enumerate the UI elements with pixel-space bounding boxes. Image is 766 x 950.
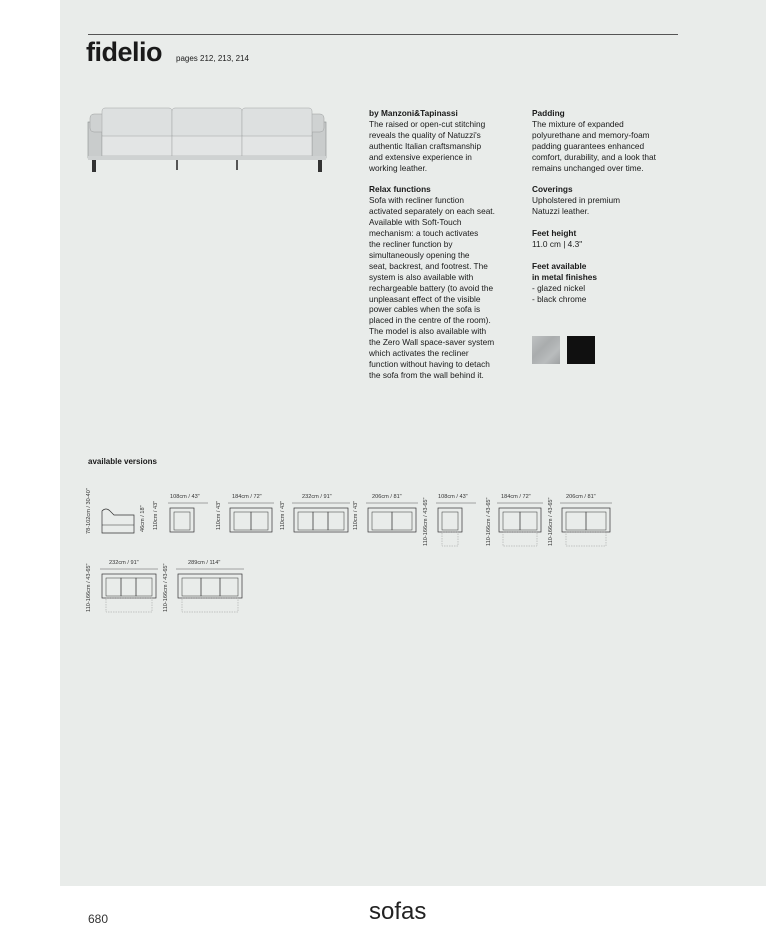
- relax-line: Sofa with recliner function: [369, 195, 465, 206]
- designer-line: working leather.: [369, 162, 428, 173]
- feet-height-heading: Feet height: [532, 228, 577, 239]
- feet-heading: Feet available: [532, 260, 587, 271]
- width-dimension: 108cm / 43": [170, 494, 200, 500]
- two-seat-large-sofa-drawing: [366, 502, 418, 534]
- glazed-nickel-swatch: [532, 336, 560, 364]
- relax-line: simultaneously opening the: [369, 249, 470, 260]
- width-dimension: 289cm / 114": [188, 560, 221, 566]
- relax-line: function without having to detach: [369, 358, 490, 369]
- relax-line: Available with Soft-Touch: [369, 217, 462, 228]
- relax-line: placed in the centre of the room).: [369, 315, 491, 326]
- height-dimension: 110cm / 43": [216, 500, 222, 530]
- recliner-height-dimension: 110-166cm / 43-65": [163, 563, 169, 612]
- width-dimension: 108cm / 43": [438, 494, 468, 500]
- coverings-line: Upholstered in premium: [532, 195, 621, 206]
- coverings-line: Natuzzi leather.: [532, 206, 590, 217]
- description-column-right: [532, 108, 682, 305]
- coverings-heading: Coverings: [532, 184, 573, 195]
- relax-line: activated separately on each seat.: [369, 206, 495, 217]
- recliner-height-dimension: 110-166cm / 43-65": [486, 497, 492, 546]
- padding-heading: Padding: [532, 108, 565, 118]
- page-references: pages 212, 213, 214: [176, 54, 249, 63]
- two-seat-recliner-drawing: [497, 502, 543, 548]
- feet-heading-2: in metal finishes: [532, 271, 598, 282]
- height-dimension: 110cm / 43": [353, 500, 359, 530]
- four-seat-recliner-drawing: [176, 568, 244, 614]
- section-title: sofas: [369, 898, 427, 925]
- relax-line: unpleasant effect of the visible: [369, 293, 481, 304]
- two-seat-sofa-drawing: [228, 502, 274, 534]
- relax-line: seat, backrest, and footrest. The: [369, 260, 488, 271]
- seat-height-dimension: 46cm / 18": [140, 505, 146, 532]
- padding-line: The mixture of expanded: [532, 118, 624, 129]
- width-dimension: 206cm / 81": [566, 494, 596, 500]
- width-dimension: 184cm / 72": [501, 494, 531, 500]
- sofa-image: [84, 104, 330, 176]
- relax-line: system is also available with: [369, 271, 474, 282]
- relax-line: power cables when the sofa is: [369, 304, 481, 315]
- width-dimension: 206cm / 81": [372, 494, 402, 500]
- designer-heading: by Manzoni&Tapinassi: [369, 108, 458, 118]
- feet-height-value: 11.0 cm | 4.3": [532, 239, 583, 250]
- padding-line: padding guarantees enhanced: [532, 140, 645, 151]
- recliner-height-dimension: 110-166cm / 43-65": [86, 563, 92, 612]
- armchair-drawing: [168, 502, 208, 534]
- designer-line: The raised or open-cut stitching: [369, 118, 486, 129]
- width-dimension: 232cm / 91": [109, 560, 139, 566]
- armchair-recliner-drawing: [436, 502, 476, 548]
- versions-label: available versions: [88, 457, 157, 466]
- title-rule: [88, 34, 678, 35]
- side-height-dimension: 78-102cm / 30-40": [86, 488, 92, 534]
- recliner-height-dimension: 110-166cm / 43-65": [423, 497, 429, 546]
- relax-line: the Zero Wall space-saver system: [369, 337, 495, 348]
- designer-line: authentic Italian craftsmanship: [369, 140, 482, 151]
- designer-line: and extensive experience in: [369, 151, 472, 162]
- side-profile-drawing: [100, 505, 136, 535]
- padding-line: comfort, durability, and a look that: [532, 151, 656, 162]
- relax-line: the sofa from the wall behind it.: [369, 369, 484, 380]
- height-dimension: 110cm / 43": [280, 500, 286, 530]
- padding-line: remains unchanged over time.: [532, 162, 644, 173]
- relax-line: the recliner function by: [369, 238, 453, 249]
- padding-line: polyurethane and memory-foam: [532, 129, 650, 140]
- product-title: fidelio: [86, 37, 162, 67]
- three-seat-recliner-drawing: [100, 568, 158, 614]
- relax-line: The model is also available with: [369, 326, 487, 337]
- relax-line: mechanism: a touch activates: [369, 228, 479, 239]
- relax-line: which activates the recliner: [369, 348, 469, 359]
- width-dimension: 232cm / 91": [302, 494, 332, 500]
- recliner-height-dimension: 110-166cm / 43-65": [548, 497, 554, 546]
- two-seat-large-recliner-drawing: [560, 502, 612, 548]
- black-chrome-swatch: [567, 336, 595, 364]
- width-dimension: 184cm / 72": [232, 494, 262, 500]
- description-column-left: [369, 108, 519, 381]
- feet-option: - glazed nickel: [532, 282, 586, 293]
- three-seat-sofa-drawing: [292, 502, 350, 534]
- relax-line: rechargeable battery (to avoid the: [369, 282, 494, 293]
- page-number: 680: [88, 912, 109, 926]
- relax-heading: Relax functions: [369, 184, 431, 195]
- height-dimension: 110cm / 43": [153, 500, 159, 530]
- designer-line: reveals the quality of Natuzzi's: [369, 129, 481, 140]
- feet-option: - black chrome: [532, 293, 587, 304]
